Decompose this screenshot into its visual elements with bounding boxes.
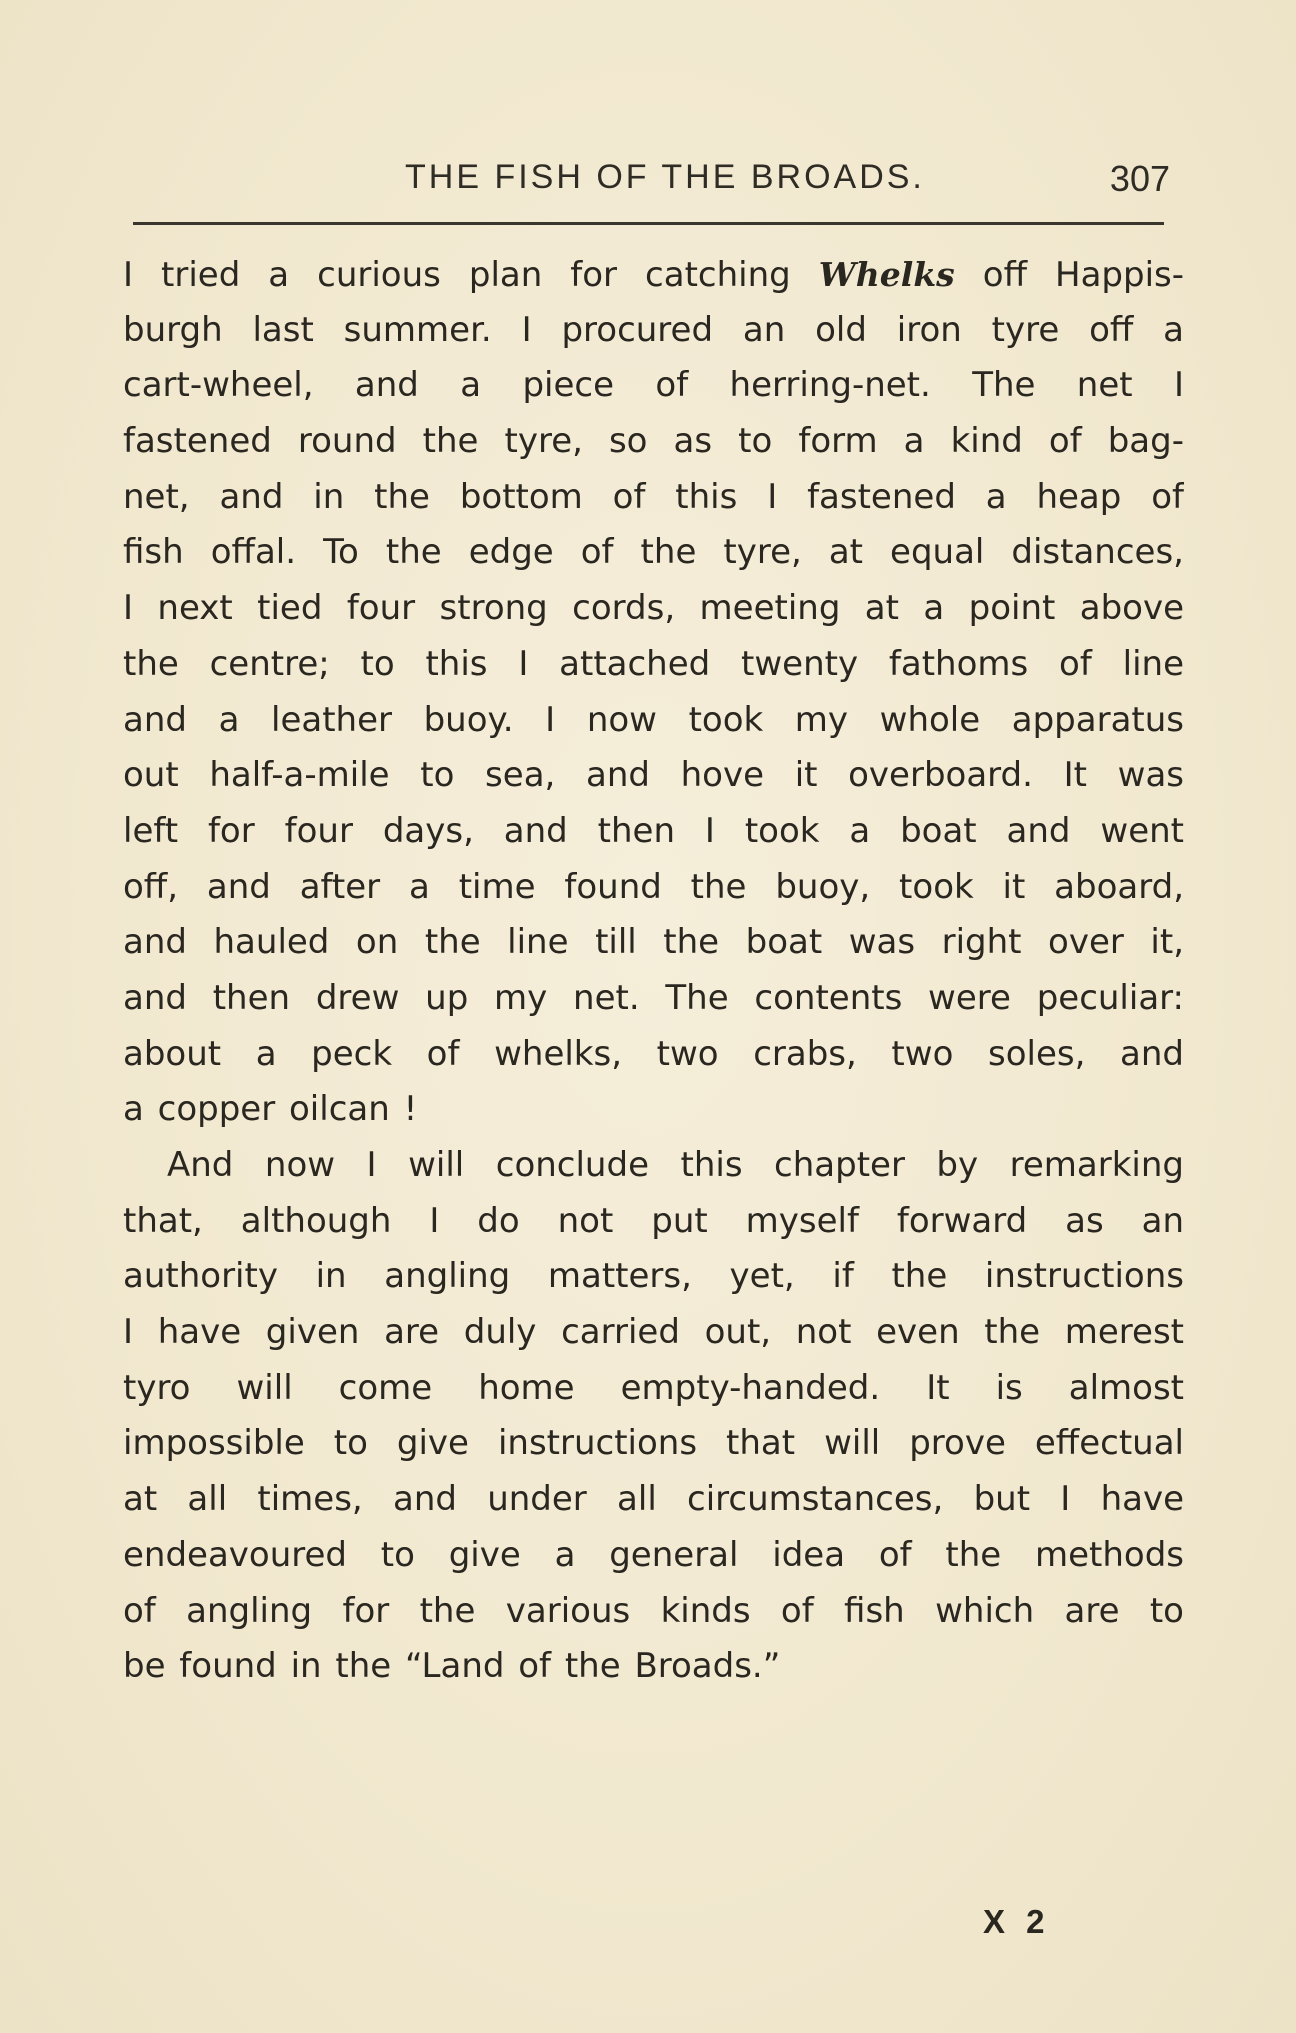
paragraph-1-line: the centre; to this I attached twenty fathoms of line	[123, 643, 1184, 684]
paragraph-1-line: I tried a curious plan for catching Whelks off Happis-	[123, 255, 1184, 295]
italic-term: Whelks	[818, 255, 955, 294]
paragraph-2-line: And now I will conclude this chapter by remarking	[167, 1145, 1184, 1185]
paragraph-1-line: left for four days, and then I took a boat and went	[123, 810, 1184, 851]
paragraph-1-line: fish offal. To the edge of the tyre, at equal distances,	[123, 532, 1184, 573]
paragraph-2-line: endeavoured to give a general idea of the methods	[123, 1534, 1184, 1575]
paragraph-2-line: impossible to give instructions that will prove effectual	[123, 1423, 1184, 1464]
header-rule	[133, 222, 1164, 225]
page-number: 307	[1109, 158, 1170, 199]
paragraph-2-line: authority in angling matters, yet, if the instructions	[123, 1256, 1184, 1297]
paragraph-2-line: I have given are duly carried out, not even the merest	[123, 1312, 1184, 1353]
paragraph-1-line: burgh last summer. I procured an old iron tyre off a	[123, 309, 1184, 350]
paragraph-2-line: that, although I do not put myself forward as an	[123, 1200, 1184, 1241]
paragraph-1-line: about a peck of whelks, two crabs, two soles, and	[123, 1033, 1184, 1074]
running-title: THE FISH OF THE BROADS.	[405, 158, 925, 196]
paragraph-2-line: tyro will come home empty-handed. It is almost	[123, 1367, 1184, 1408]
paragraph-1-line: and then drew up my net. The contents were peculiar:	[123, 977, 1184, 1018]
paragraph-1-line: out half-a-mile to sea, and hove it overboard. It was	[123, 755, 1184, 796]
paragraph-2-line: at all times, and under all circumstances, but I have	[123, 1479, 1184, 1520]
paragraph-1-line: off, and after a time found the buoy, took it aboard,	[123, 866, 1184, 907]
paragraph-1-line: and a leather buoy. I now took my whole apparatus	[123, 699, 1184, 740]
signature-mark: X 2	[983, 1903, 1051, 1940]
paragraph-2-line: be found in the “Land of the Broads.”	[123, 1646, 781, 1687]
body-text	[123, 247, 1184, 1695]
paragraph-1-line: I next tied four strong cords, meeting at a point above	[123, 588, 1184, 629]
paragraph-1-line: cart-wheel, and a piece of herring-net. The net I	[123, 365, 1184, 406]
paragraph-1-line: a copper oilcan !	[123, 1089, 418, 1130]
paragraph-1-line: net, and in the bottom of this I fastened a heap of	[123, 476, 1184, 517]
paragraph-2-line: of angling for the various kinds of fish which are to	[123, 1590, 1184, 1631]
running-head	[120, 158, 1170, 208]
paragraph-1-line: and hauled on the line till the boat was right over it,	[123, 922, 1184, 963]
paragraph-1-line: fastened round the tyre, so as to form a kind of bag-	[123, 421, 1184, 462]
